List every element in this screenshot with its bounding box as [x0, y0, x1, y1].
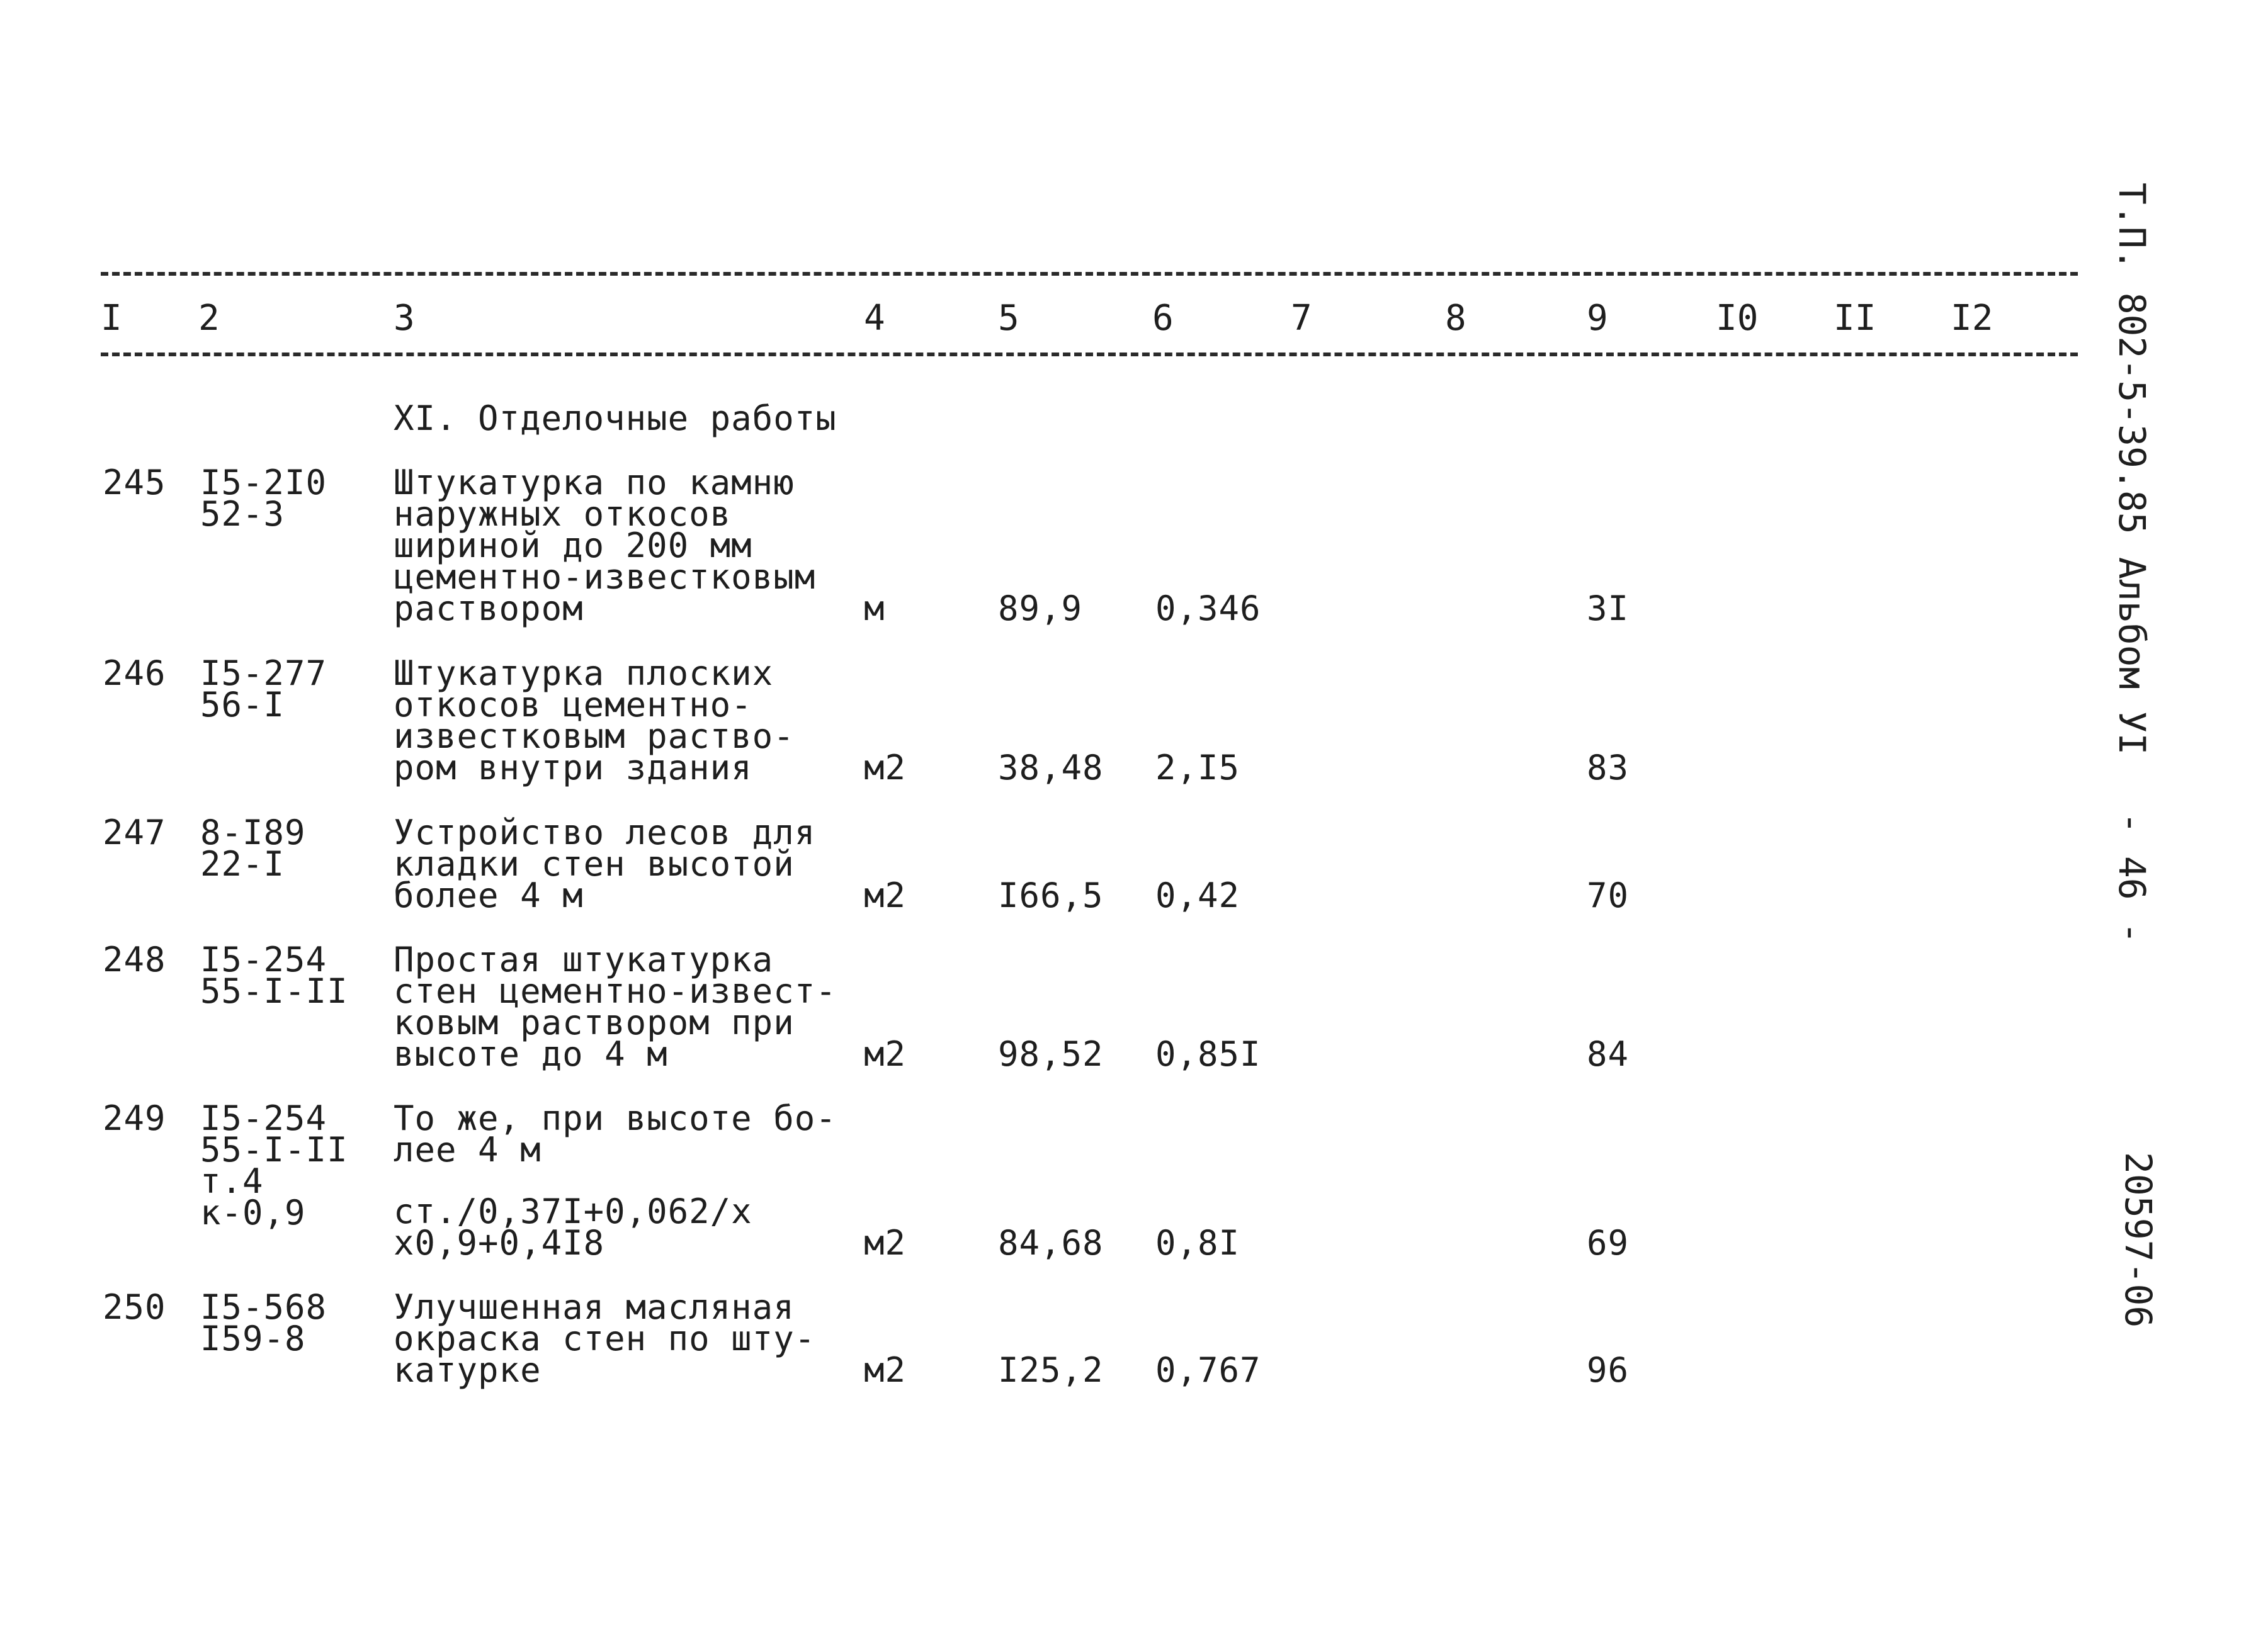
- row-description-line: лее 4 м: [394, 1130, 541, 1170]
- row-description-line: Улучшенная масляная: [394, 1287, 795, 1327]
- row-unit: м2: [864, 1034, 907, 1074]
- row-quantity: I25,2: [998, 1350, 1104, 1390]
- row-code-line: I5-254: [200, 1098, 327, 1138]
- row-description-line: Простая штукатурка: [394, 940, 774, 979]
- row-quantity: 84,68: [998, 1223, 1104, 1263]
- row-description-line: шириной до 200 мм: [394, 526, 752, 565]
- row-code-line: I5-2I0: [200, 463, 327, 502]
- col-header-12: I2: [1951, 298, 1993, 339]
- row-unit: м2: [864, 1350, 907, 1390]
- row-rate: 0,85I: [1155, 1034, 1261, 1074]
- row-code-line: 22-I: [200, 844, 285, 884]
- row-quantity: 89,9: [998, 589, 1083, 628]
- margin-album: Альбом УI: [2111, 557, 2153, 755]
- row-description-line: Устройство лесов для: [394, 813, 816, 852]
- row-description-line: высоте до 4 м: [394, 1034, 668, 1074]
- row-unit: м2: [864, 876, 907, 915]
- section-title: XI. Отделочные работы: [394, 398, 837, 438]
- row-description-line: раствором: [394, 589, 584, 628]
- row-description-line: Штукатурка плоских: [394, 653, 774, 693]
- col-header-3: 3: [394, 298, 415, 339]
- row-description-line: откосов цементно-: [394, 685, 752, 725]
- row-code-line: I5-254: [200, 940, 327, 979]
- row-rate: 0,346: [1155, 589, 1261, 628]
- row-description-line: стен цементно-извест-: [394, 971, 837, 1011]
- col-header-7: 7: [1291, 298, 1312, 339]
- row-code-line: 8-I89: [200, 813, 306, 852]
- row-description-line: более 4 м: [394, 876, 584, 915]
- row-code-line: 55-I-II: [200, 971, 348, 1011]
- row-unit: м2: [864, 1223, 907, 1263]
- row-rate: 2,I5: [1155, 748, 1240, 787]
- row-description-line: известковым раство-: [394, 716, 795, 756]
- row-description-line: наружных откосов: [394, 494, 732, 534]
- row-rate: 0,42: [1155, 876, 1240, 915]
- row-description-line: ст./0,37I+0,062/х: [394, 1192, 752, 1231]
- header-rule: [101, 353, 2078, 356]
- col-header-8: 8: [1445, 298, 1466, 339]
- row-col9: 96: [1587, 1350, 1630, 1390]
- margin-doc-reference: Т.П. 802-5-39.85: [2111, 183, 2153, 534]
- row-col9: 70: [1587, 876, 1630, 915]
- row-col9: 69: [1587, 1223, 1630, 1263]
- row-quantity: I66,5: [998, 876, 1104, 915]
- row-description-line: Штукатурка по камню: [394, 463, 795, 502]
- top-rule: [101, 272, 2078, 276]
- row-code-line: I59-8: [200, 1319, 306, 1358]
- margin-page-number: - 46 -: [2111, 812, 2153, 944]
- col-header-1: I: [101, 298, 122, 339]
- row-code-line: к-0,9: [200, 1193, 306, 1233]
- row-code-line: I5-277: [200, 653, 327, 693]
- row-number: 247: [103, 813, 166, 852]
- row-description-line: х0,9+0,4I8: [394, 1223, 605, 1263]
- row-unit: м: [864, 589, 885, 628]
- row-number: 245: [103, 463, 166, 502]
- row-quantity: 98,52: [998, 1034, 1104, 1074]
- col-header-4: 4: [864, 298, 885, 339]
- col-header-6: 6: [1152, 298, 1174, 339]
- row-code-line: 55-I-II: [200, 1130, 348, 1170]
- row-col9: 84: [1587, 1034, 1630, 1074]
- row-description-line: катурке: [394, 1350, 541, 1390]
- row-description-line: ром внутри здания: [394, 748, 752, 787]
- row-code-line: т.4: [200, 1161, 264, 1201]
- row-rate: 0,8I: [1155, 1223, 1240, 1263]
- margin-sheet-code: 20597-06: [2117, 1152, 2160, 1328]
- col-header-9: 9: [1587, 298, 1608, 339]
- row-unit: м2: [864, 748, 907, 787]
- row-description-line: ковым раствором при: [394, 1003, 795, 1042]
- row-rate: 0,767: [1155, 1350, 1261, 1390]
- col-header-11: II: [1834, 298, 1876, 339]
- row-number: 246: [103, 653, 166, 693]
- row-number: 248: [103, 940, 166, 979]
- row-col9: 3I: [1587, 589, 1630, 628]
- row-col9: 83: [1587, 748, 1630, 787]
- col-header-2: 2: [198, 298, 220, 339]
- row-description-line: кладки стен высотой: [394, 844, 795, 884]
- row-description-line: окраска стен по шту-: [394, 1319, 816, 1358]
- row-code-line: I5-568: [200, 1287, 327, 1327]
- row-code-line: 52-3: [200, 494, 285, 534]
- row-description-line: цементно-известковым: [394, 557, 816, 597]
- col-header-10: I0: [1716, 298, 1759, 339]
- col-header-5: 5: [998, 298, 1019, 339]
- row-number: 250: [103, 1287, 166, 1327]
- row-quantity: 38,48: [998, 748, 1104, 787]
- row-number: 249: [103, 1098, 166, 1138]
- row-code-line: 56-I: [200, 685, 285, 725]
- row-description-line: То же, при высоте бо-: [394, 1098, 837, 1138]
